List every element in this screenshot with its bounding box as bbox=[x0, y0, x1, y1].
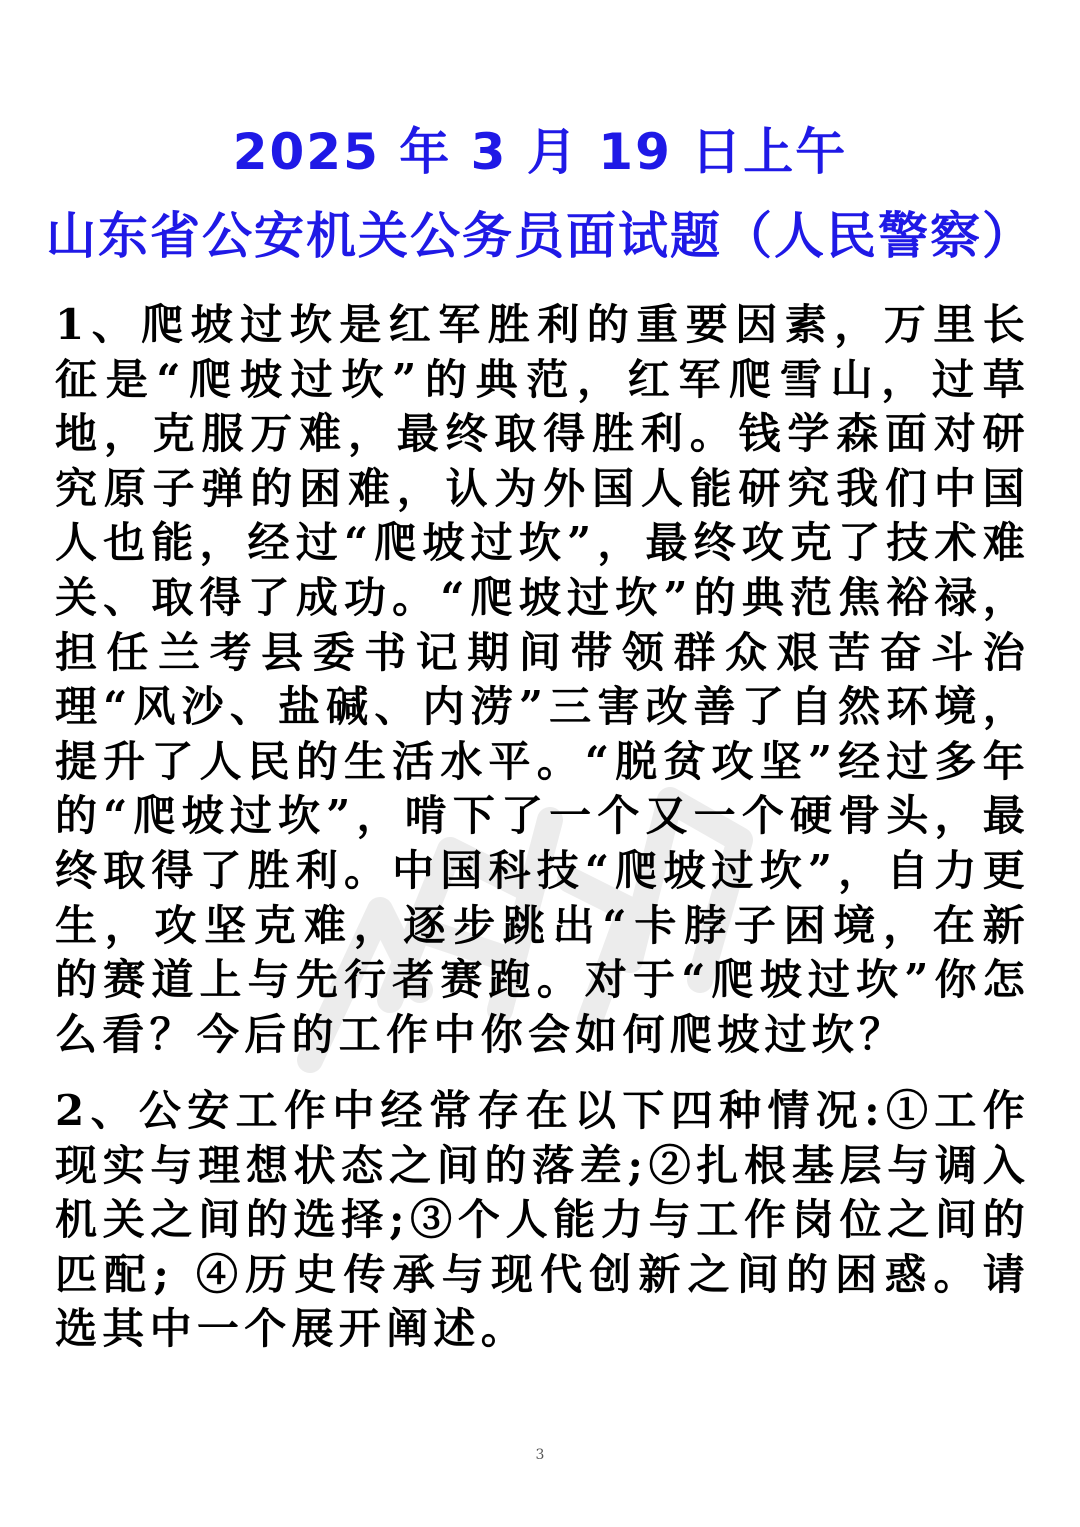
title-date: 2025 年 3 月 19 日上午 bbox=[232, 123, 848, 181]
question-2: 2、公安工作中经常存在以下四种情况:①工作现实与理想状态之间的落差;②扎根基层与调入机关之间的选择;③个人能力与工作岗位之间的匹配; ④历史传承与现代创新之间的困惑。请选其中一个展开阐述。 bbox=[55, 1086, 1030, 1354]
title-main: 山东省公安机关公务员面试题（人民警察） bbox=[46, 207, 1034, 265]
question-1: 1、爬坡过坎是红军胜利的重要因素，万里长征是“爬坡过坎”的典范，红军爬雪山，过草地，克服万难，最终取得胜利。钱学森面对研究原子弹的困难，认为外国人能研究我们中国人也能，经过“爬坡过坎”，最终攻克了技术难关、取得了成功。“爬坡过坎”的典范焦裕禄，担任兰考县委书记期间带领群众艰苦奋斗治理“风沙、盐碱、内涝”三害改善了自然环境，提升了人民的生活水平。“脱贫攻坚”经过多年的“爬坡过坎”，啃下了一个又一个硬骨头，最终取得了胜利。中国科技“爬坡过坎”，自力更生，攻坚克难，逐步跳出“卡脖子困境，在新的赛道上与先行者赛跑。对于“爬坡过坎”你怎么看？今后的工作中你会如何爬坡过坎？ bbox=[55, 300, 1030, 1059]
page-number: 3 bbox=[535, 1447, 545, 1463]
